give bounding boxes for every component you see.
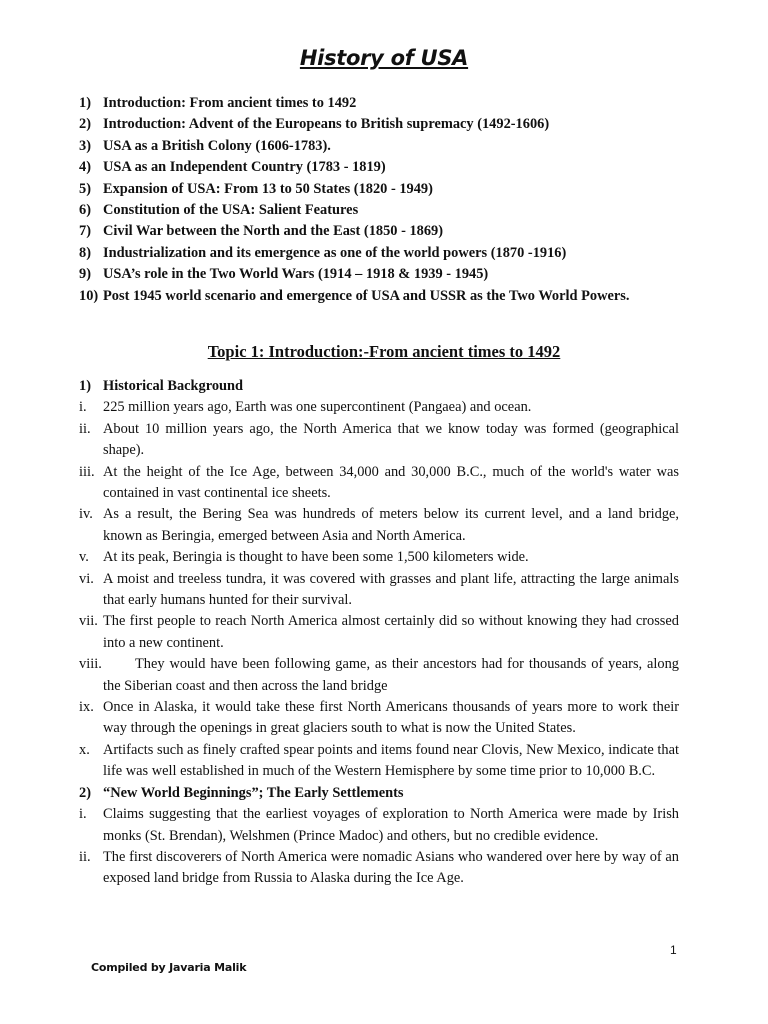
toc-item <box>79 264 679 285</box>
toc-text: USA’s role in the Two World Wars (1914 – 1918 & 1939 - 1945) <box>103 266 489 283</box>
toc-item <box>79 286 679 307</box>
toc-number: 10) <box>79 287 99 304</box>
item-text: A moist and treeless tundra, it was covered with grasses and plant life, attracting the large animals that early humans hunted for their survival. <box>103 570 679 609</box>
toc-text: Post 1945 world scenario and emergence of USA and USSR as the Two World Powers. <box>103 287 630 304</box>
toc-number: 4) <box>79 159 91 176</box>
item-text: Once in Alaska, it would take these first North Americans thousands of years more to work their way through the openings in great glaciers south to what is now the United States. <box>103 699 679 737</box>
list-item <box>79 547 679 568</box>
page-number: 1 <box>670 943 677 957</box>
topic-heading: Topic 1: Introduction:-From ancient times to 1492 <box>207 342 561 361</box>
list-item <box>79 697 679 740</box>
item-numeral: i. <box>79 806 87 823</box>
page-footer: Compiled by Javaria Malik <box>91 961 247 974</box>
section-heading <box>79 783 679 804</box>
toc-text: Civil War between the North and the East (1850 - 1869) <box>103 223 444 240</box>
item-text: Artifacts such as finely crafted spear points and items found near Clovis, New Mexico, indicate that life was well established in much of the Western Hemisphere by some time prior to 10,000 B.C. <box>103 741 679 780</box>
item-numeral: v. <box>79 549 89 566</box>
document-title: History of USA <box>299 46 469 70</box>
toc-item <box>79 157 679 178</box>
item-numeral: ii. <box>79 848 91 865</box>
item-text: 225 million years ago, Earth was one supercontinent (Pangaea) and ocean. <box>103 399 532 416</box>
toc-item <box>79 221 679 242</box>
toc-number: 2) <box>79 116 91 133</box>
list-item <box>79 611 679 654</box>
toc-text: Introduction: Advent of the Europeans to British supremacy (1492-1606) <box>103 116 550 133</box>
table-of-contents <box>79 93 679 307</box>
toc-number: 6) <box>79 201 91 218</box>
item-text: At the height of the Ice Age, between 34,000 and 30,000 B.C., much of the world's water was contained in vast continental ice sheets. <box>103 463 679 502</box>
toc-item <box>79 200 679 221</box>
toc-number: 7) <box>79 223 91 240</box>
list-item <box>79 397 679 418</box>
toc-number: 8) <box>79 244 91 261</box>
list-item <box>79 462 679 505</box>
section-heading <box>79 376 679 397</box>
item-numeral: viii. <box>79 656 102 673</box>
item-numeral: iii. <box>79 463 95 480</box>
item-text: Claims suggesting that the earliest voyages of exploration to North America were made by Irish monks (St. Brendan), Welshmen (Prince Madoc) and others, but no credible evidence. <box>103 806 679 844</box>
list-item <box>79 847 679 890</box>
toc-number: 5) <box>79 180 91 197</box>
list-item <box>79 804 679 847</box>
toc-number: 3) <box>79 137 91 154</box>
item-numeral: ii. <box>79 420 91 437</box>
item-text: As a result, the Bering Sea was hundreds of meters below its current level, and a land bridge, known as Beringia, emerged between Asia and North America. <box>103 506 679 544</box>
section-title: “New World Beginnings”; The Early Settlements <box>103 784 404 801</box>
toc-text: USA as a British Colony (1606-1783). <box>103 137 331 154</box>
item-text: At its peak, Beringia is thought to have been some 1,500 kilometers wide. <box>103 549 529 566</box>
toc-item <box>79 179 679 200</box>
list-item <box>79 569 679 612</box>
toc-item <box>79 93 679 114</box>
section-number: 1) <box>79 378 91 394</box>
item-numeral: iv. <box>79 506 93 523</box>
item-text: The first discoverers of North America were nomadic Asians who wandered over here by way of an exposed land bridge from Russia to Alaska during the Ice Age. <box>103 848 679 887</box>
toc-item <box>79 136 679 157</box>
toc-text: Introduction: From ancient times to 1492 <box>103 95 357 111</box>
item-numeral: ix. <box>79 699 94 716</box>
item-numeral: i. <box>79 399 87 416</box>
toc-item <box>79 114 679 135</box>
list-item <box>79 740 679 783</box>
toc-item <box>79 243 679 264</box>
toc-text: Constitution of the USA: Salient Features <box>103 201 359 218</box>
section-number: 2) <box>79 784 91 801</box>
toc-number: 9) <box>79 266 91 283</box>
toc-text: USA as an Independent Country (1783 - 1819) <box>103 159 386 176</box>
document-body <box>79 376 679 890</box>
item-numeral: vii. <box>79 613 98 630</box>
list-item <box>79 654 679 697</box>
toc-text: Expansion of USA: From 13 to 50 States (1820 - 1949) <box>103 180 433 197</box>
toc-number: 1) <box>79 95 91 111</box>
list-item <box>79 419 679 462</box>
item-numeral: x. <box>79 741 90 758</box>
section-title: Historical Background <box>103 378 244 394</box>
list-item <box>79 504 679 547</box>
item-text: The first people to reach North America almost certainly did so without knowing they had crossed into a new continent. <box>103 613 679 651</box>
toc-text: Industrialization and its emergence as one of the world powers (1870 -1916) <box>103 244 567 261</box>
item-text: They would have been following game, as their ancestors had for thousands of years, along the Siberian coast and then across the land bridge <box>103 656 679 694</box>
item-numeral: vi. <box>79 570 94 587</box>
item-text: About 10 million years ago, the North America that we know today was formed (geographical shape). <box>103 420 679 459</box>
